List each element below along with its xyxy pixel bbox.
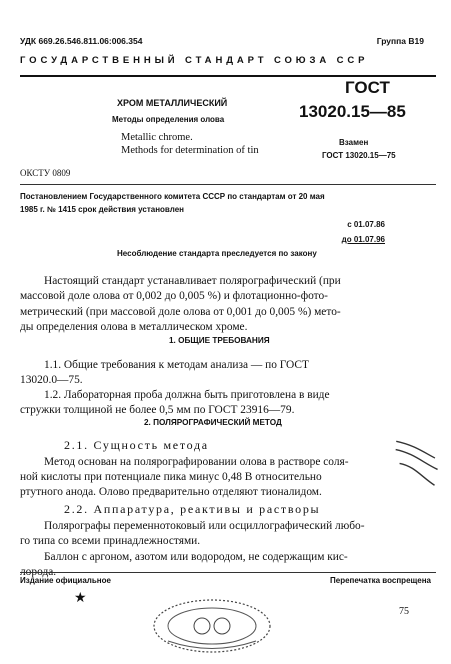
- title-ru: ХРОМ МЕТАЛЛИЧЕСКИЙ: [117, 98, 228, 108]
- intro-line-3: метрический (при массовой доле олова от 0,001 до 0,005 %) мето-: [20, 305, 341, 318]
- section-2-2-heading: 2.2. Аппаратура, реактивы и растворы: [64, 502, 321, 516]
- subtitle-ru: Методы определения олова: [112, 115, 225, 124]
- section-2-2-line-2: го типа со всеми принадлежностями.: [20, 535, 201, 547]
- title-en-line-1: Metallic chrome.: [121, 132, 193, 143]
- footer-reprint-prohibited: Перепечатка воспрещена: [330, 576, 431, 585]
- warning-text: Несоблюдение стандарта преследуется по закону: [117, 249, 317, 258]
- section-2-1-line-2: ной кислоты при потенциале пика минус 0,48 В относительно: [20, 471, 322, 483]
- intro-line-4: ды определения олова в металлическом хроме.: [20, 320, 248, 333]
- date-from: с 01.07.86: [347, 220, 385, 229]
- section-1-1-line-1: 1.1. Общие требования к методам анализа — по ГОСТ: [44, 359, 309, 371]
- section-2-2-line-4: лорода.: [20, 566, 57, 578]
- intro-line-2: массовой доле олова от 0,002 до 0,005 %) и флотационно-фото-: [20, 290, 328, 303]
- date-to: до 01.07.96: [341, 235, 385, 244]
- gost-label: ГОСТ: [345, 78, 390, 97]
- section-2-2-line-1: Полярографы переменнотоковый или осциллографический любо-: [44, 520, 365, 532]
- replaces-label: Взамен: [339, 138, 369, 147]
- decree-text: [20, 190, 440, 216]
- intro-line-1: Настоящий стандарт устанавливает полярографический (при: [44, 275, 341, 287]
- gost-number: 13020.15—85: [299, 102, 406, 121]
- footer-rule: [20, 572, 436, 573]
- group-code: Группа В19: [376, 36, 424, 46]
- replaces-value: ГОСТ 13020.15—75: [322, 151, 396, 160]
- section-2-1-heading: 2.1. Сущность метода: [64, 438, 209, 452]
- section-2-2-line-3: Баллон с аргоном, азотом или водородом, не содержащим кис-: [44, 551, 348, 563]
- decree-line-2: 1985 г. № 1415 срок действия установлен: [20, 205, 184, 214]
- middle-rule: [20, 184, 436, 185]
- okstu-code: ОКСТУ 0809: [20, 168, 71, 178]
- handwritten-annotation: [365, 427, 451, 497]
- handwriting-scribble-icon: [365, 427, 451, 495]
- intro-paragraph: [20, 274, 436, 335]
- section-2-heading: 2. ПОЛЯРОГРАФИЧЕСКИЙ МЕТОД: [144, 418, 282, 427]
- section-2-1-line-3: ртутного анода. Олово предварительно отделяют тионалидом.: [20, 486, 322, 498]
- decree-line-1: Постановлением Государственного комитета СССР по стандартам от 20 мая: [20, 192, 325, 201]
- title-en-line-2: Methods for determination of tin: [121, 145, 259, 156]
- footer-official-edition: Издание официальное: [20, 576, 111, 585]
- section-1-2-line-2: стружки толщиной не более 0,5 мм по ГОСТ 23916—79.: [20, 404, 295, 416]
- section-1-2-line-1: 1.2. Лабораторная проба должна быть приготовлена в виде: [44, 389, 330, 401]
- stamp-seal-icon: [148, 596, 276, 656]
- section-1-heading: 1. ОБЩИЕ ТРЕБОВАНИЯ: [169, 336, 270, 345]
- section-1-1-line-2: 13020.0—75.: [20, 374, 83, 386]
- standard-title: ГОСУДАРСТВЕННЫЙ СТАНДАРТ СОЮЗА ССР: [20, 55, 369, 66]
- star-icon: ★: [74, 591, 87, 606]
- page-number: 75: [399, 606, 409, 617]
- top-rule: [20, 75, 436, 77]
- section-2-1-line-1: Метод основан на полярографировании олова в растворе соля-: [44, 456, 349, 468]
- title-en: [121, 131, 259, 157]
- udk-code: УДК 669.26.546.811.06:006.354: [20, 36, 143, 46]
- library-stamp: [148, 596, 276, 661]
